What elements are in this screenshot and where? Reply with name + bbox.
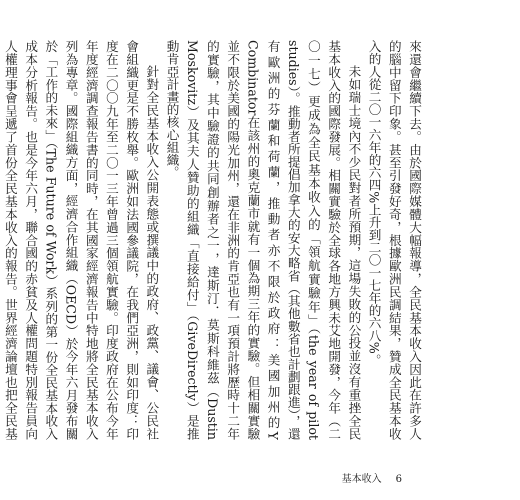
running-title: 基本收入 [341,474,382,485]
body-text [2,40,424,440]
page-number: 6 [395,474,402,485]
page-footer [342,470,402,485]
paragraph-3: 針對全民基本收入公開表態或撰議中的政府、政黨、議會、公民社會組織更是不勝枚舉。歐洲如法國參議院，在我們亞洲，則如印度：印度在二〇〇九年至二〇一三年曾過三個領航實驗。印度政府在公布今年年度經濟調查報告書的同時，在其國家經濟報告中特地將全民基本收入列為專章。國際組織方面，經濟合作組織（OECD）於今年六月發布關於「工作的未來」（The Future of Work）系列的第一份全民基本收入成本分析報告。也是今年六月，聯合國的赤貧及人權問題特別報告員向人權理事會呈遞了首份全民基本收入的報告。世界經濟論壇也把全民基 [2,40,160,440]
paragraph-2: 未如瑞士境內不少民對者所預期，這場失敗的公投並沒有重挫全民基本收入的國際發展。相關實驗於全球各地方興未艾地開發，今年（二〇一七）更成為全民基本收入的「領航實驗年」（the year of pilot studies）。推動者所提倡加拿大的安大略省（其他數省也計劃跟進），還有歐洲的芬蘭和荷蘭，推動者亦不限於政府：美國加州的Y Combinator在該州的奧克蘭市就有一個為期三年的實驗。但相關實驗並不限於美國的陽光加州，還在非洲的肯亞也有一項預計將歷時十二年的實驗，其中驗證的共同創辦者之一，達斯汀．莫斯科維茲（Dustin Moskovitz）及其夫人贊助的組織「直接給付」（GiveDirectly）是推動肯亞計畫的核心組織。 [164,40,362,440]
paragraph-1: 來還會繼續下去。由於國際媒體大幅報導，全民基本收入因此在許多人的腦中留下印象。甚至引發好奇，根據歐洲民調結果，贊成全民基本收入的人從二〇一六年的六四%上升到二〇一七年的六八%。 [366,40,422,440]
